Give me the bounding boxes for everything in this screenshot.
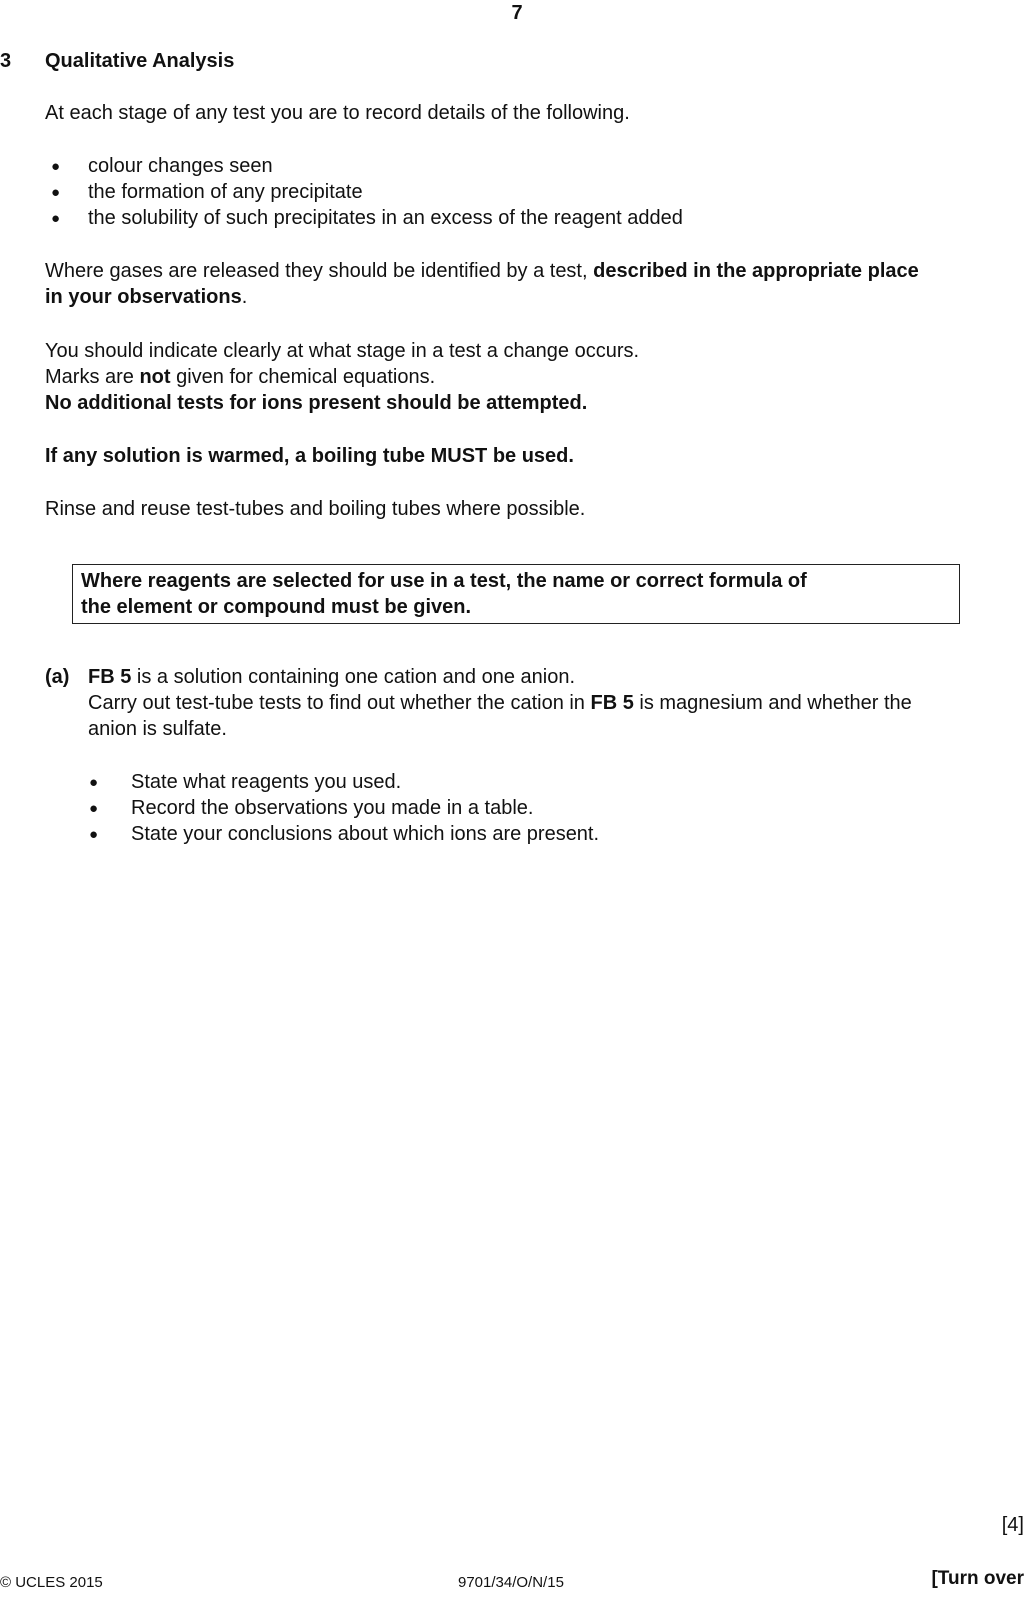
- gases-line-2: [45, 284, 247, 310]
- boiling-tube-warning: If any solution is warmed, a boiling tube MUST be used.: [45, 445, 574, 467]
- marks-post: given for chemical equations.: [170, 366, 436, 388]
- part-a-line-1: [88, 664, 575, 690]
- reagent-note-line-2: the element or compound must be given.: [81, 596, 472, 618]
- marks-allocation: [4]: [1001, 1514, 1024, 1536]
- indicate-text: You should indicate clearly at what stage in a test a change occurs.: [45, 340, 640, 362]
- rinse-text: Rinse and reuse test-tubes and boiling tubes where possible.: [45, 498, 586, 520]
- record-item: colour changes seen: [88, 155, 273, 177]
- task-item: State your conclusions about which ions are present.: [131, 823, 600, 845]
- part-a-line-2: [88, 690, 912, 716]
- bullet-icon: ●: [89, 826, 99, 843]
- part-a-line-2-pre: Carry out test-tube tests to find out whether the cation in: [88, 692, 591, 714]
- turn-over: [Turn over: [931, 1568, 1024, 1589]
- bullet-icon: ●: [51, 210, 61, 227]
- copyright: © UCLES 2015: [0, 1574, 103, 1591]
- fb5-label: FB 5: [88, 666, 132, 688]
- bullet-icon: ●: [51, 158, 61, 175]
- paper-code: 9701/34/O/N/15: [458, 1574, 564, 1591]
- gases-end: .: [241, 286, 248, 308]
- page-number: 7: [511, 2, 523, 24]
- task-item: State what reagents you used.: [131, 771, 402, 793]
- part-a-label: (a): [45, 666, 70, 688]
- reagent-note-line-1: Where reagents are selected for use in a test, the name or correct formula of: [81, 570, 807, 592]
- gases-emphasis: described in the appropriate place: [593, 260, 919, 282]
- record-item: the solubility of such precipitates in an excess of the reagent added: [88, 207, 683, 229]
- marks-bold: not: [139, 366, 171, 388]
- question-title: Qualitative Analysis: [45, 50, 235, 72]
- gases-line-1: [45, 258, 919, 284]
- marks-note: [45, 364, 435, 390]
- no-additional-tests: No additional tests for ions present should be attempted.: [45, 392, 588, 414]
- bullet-icon: ●: [89, 774, 99, 791]
- bullet-icon: ●: [89, 800, 99, 817]
- intro-text: At each stage of any test you are to record details of the following.: [45, 102, 630, 124]
- bullet-icon: ●: [51, 184, 61, 201]
- part-a-line-2-post: is magnesium and whether the: [633, 692, 912, 714]
- gases-text: Where gases are released they should be identified by a test,: [45, 260, 594, 282]
- gases-emphasis-2: in your observations: [45, 286, 242, 308]
- task-item: Record the observations you made in a table.: [131, 797, 534, 819]
- question-number: 3: [0, 50, 12, 72]
- record-item: the formation of any precipitate: [88, 181, 363, 203]
- marks-pre: Marks are: [45, 366, 140, 388]
- part-a-line-3: anion is sulfate.: [88, 718, 227, 740]
- part-a-line-1-text: is a solution containing one cation and one anion.: [131, 666, 576, 688]
- fb5-label: FB 5: [590, 692, 634, 714]
